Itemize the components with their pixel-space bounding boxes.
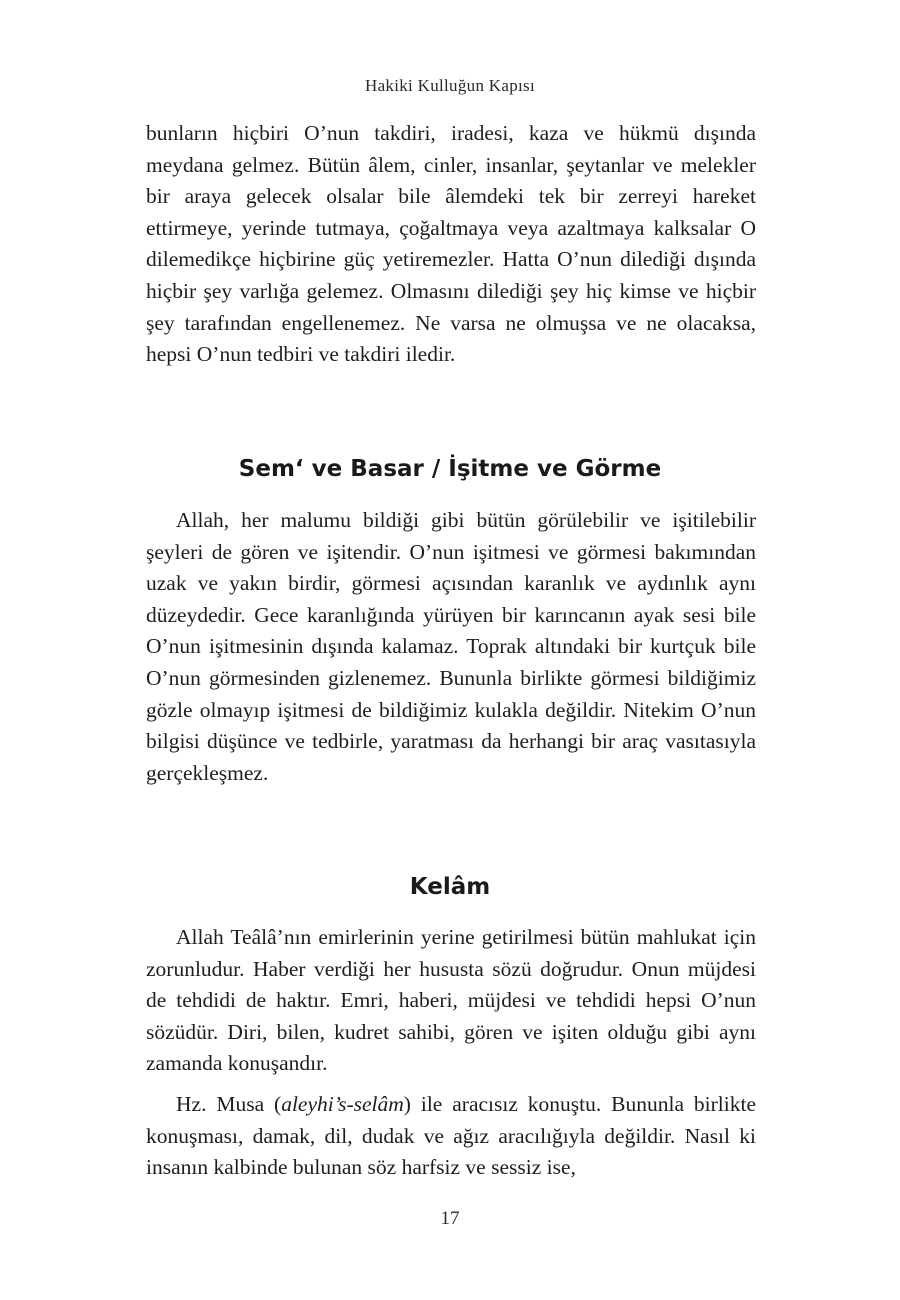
section-heading-sem-ve-basar: Sem‘ ve Basar / İşitme ve Görme (238, 456, 662, 482)
running-header: Hakiki Kulluğun Kapısı (365, 76, 535, 95)
intro-paragraph: bunların hiçbiri O’nun takdiri, iradesi, kaza ve hükmü dışında meydana gelmez. Bütün âlem, cinler, insanlar, şeytanlar ve melekler bir araya gelecek olsalar bile âlemdeki tek bir zerreyi hareket ettirmeye, yerinde tutmaya, çoğaltmaya veya azaltmaya kalksalar O dilemedikçe hiçbirine güç yetiremezler. Hatta O’nun dilediği dışında hiçbir şey varlığa gelemez. Olmasını dilediği şey hiç kimse ve hiçbir şey tarafından engellenemez. Ne varsa ne olmuşsa ve ne olacaksa, hepsi O’nun tedbiri ve takdiri iledir. (146, 121, 756, 367)
section-sem-ve-basar-text (146, 505, 756, 789)
section-heading-kelam: Kelâm (409, 874, 491, 900)
kelam-paragraph-2-italic: aleyhi’s-selâm (281, 1091, 404, 1116)
kelam-paragraph-2-end: ) ile aracısız konuştu. Bununla birlikte konuşması, damak, dil, dudak ve ağız aracılığıyla değildir. Nasıl ki insanın kalbinde bulunan söz harfsiz ve sessiz ise, (146, 1091, 756, 1180)
kelam-paragraph-1: Allah Teâlâ’nın emirlerinin yerine getirilmesi bütün mahlukat için zorunludur. Haber verdiği her hususta sözü doğrudur. Onun müjdesi de tehdidi de haktır. Emri, haberi, müjdesi ve tehdidi hepsi O’nun sözüdür. Diri, bilen, kudret sahibi, gören ve işiten olduğu gibi aynı zamanda konuşandır. (146, 925, 756, 1076)
kelam-paragraph-2 (146, 1089, 756, 1184)
kelam-paragraph-2-start: Hz. Musa ( (176, 1091, 282, 1116)
page-number: 17 (440, 1208, 460, 1229)
sem-ve-basar-paragraph: Allah, her malumu bildiği gibi bütün görülebilir ve işitilebilir şeyleri de gören ve işitendir. O’nun işitmesi ve görmesi bakımından uzak ve yakın birdir, görmesi açısından karanlık ve aydınlık aynı düzeydedir. Gece karanlığında yürüyen bir karıncanın ayak sesi bile O’nun işitmesinin dışında kalamaz. Toprak altındaki bir kurtçuk bile O’nun görmesinden gizlenemez. Bununla birlikte görmesi bildiğimiz gözle olmayıp işitmesi de bildiğimiz kulakla değildir. Nitekim O’nun bilgisi düşünce ve tedbirle, yaratması da herhangi bir araç vasıtasıyla gerçekleşmez. (146, 508, 756, 785)
intro-text (146, 118, 756, 371)
section-kelam-text (146, 922, 756, 1184)
